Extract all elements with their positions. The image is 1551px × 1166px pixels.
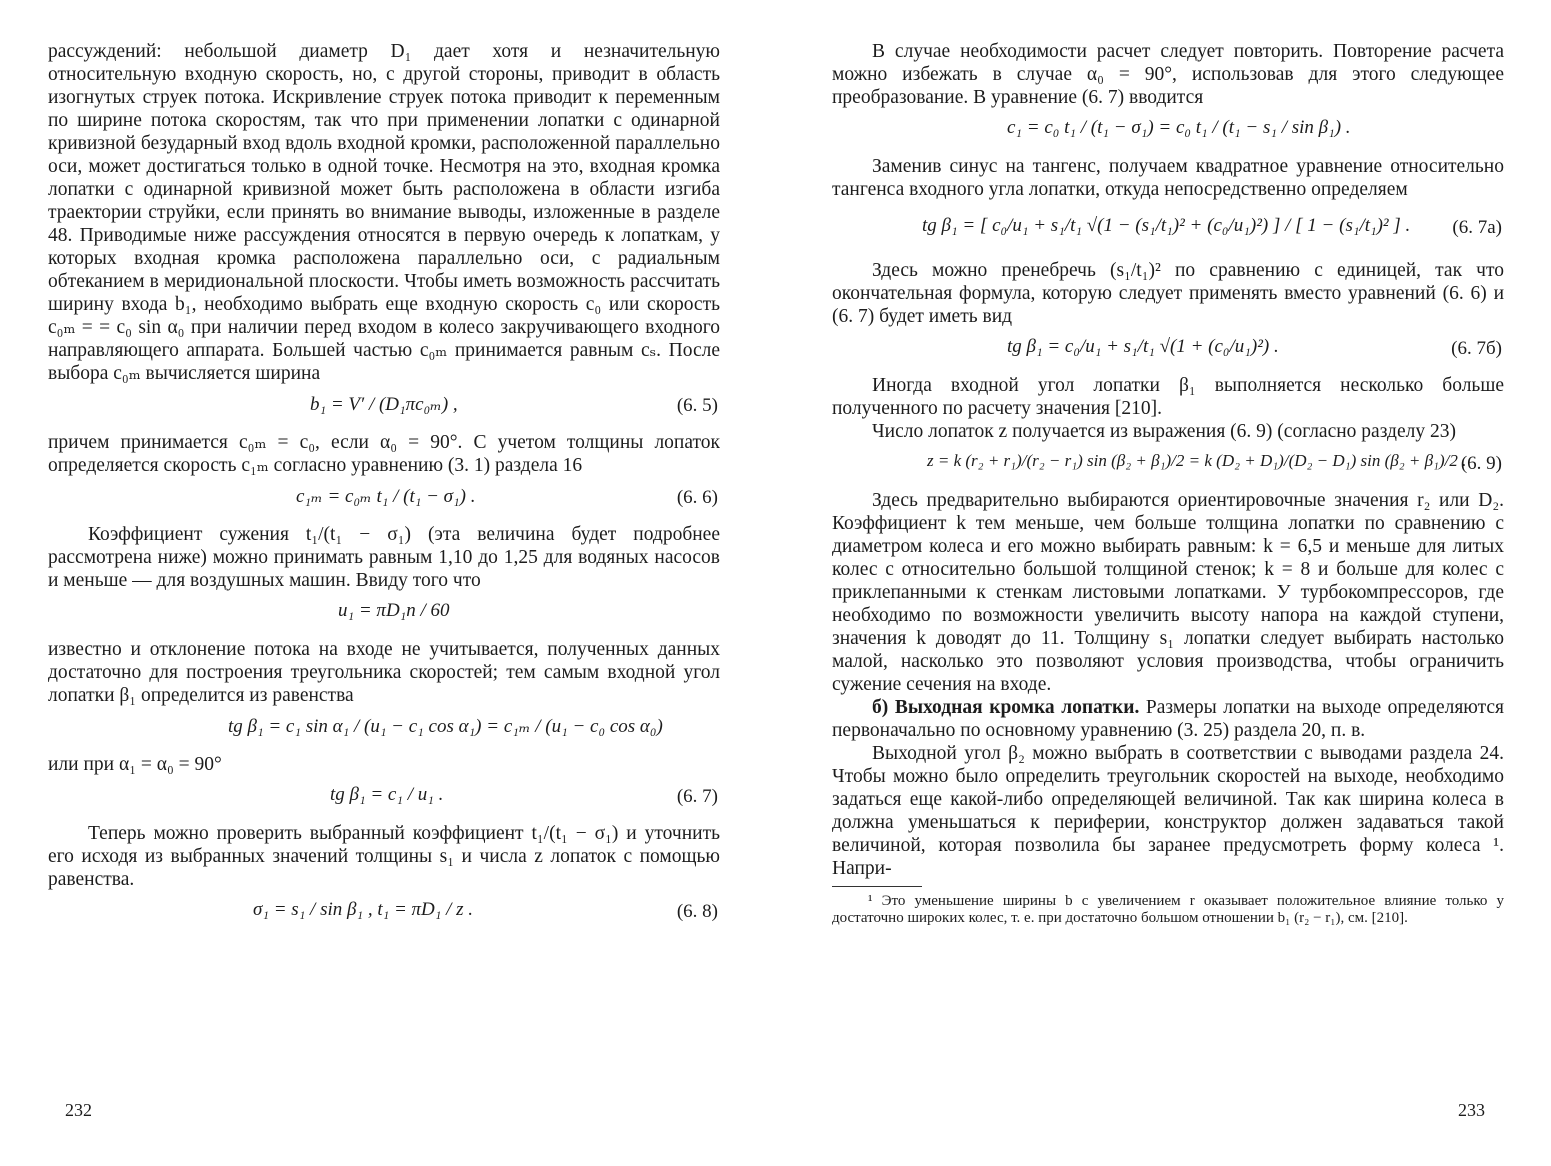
formula: c₁ = c₀ t₁ / (t₁ − σ₁) = c₀ t₁ / (t₁ − s₁ / sin β₁) . — [1007, 117, 1351, 138]
paragraph: рассуждений: небольшой диаметр D₁ дает хотя и незначительную относительную входную скорость, но, с другой стороны, приводит в область изогнутых струек потока. Искривление струек потока приводит к переменным по ширине потока скоростям, так что при применении лопатки с одинарной кривизной безударный вход вдоль входной кромки, расположенной параллельно оси, может достигаться только в одной точке. Несмотря на это, входная кромка лопатки с одинарной кривизной может быть расположена в области изгиба траектории струйки, если принять во внимание выводы, изложенные в разделе 48. Приводимые ниже рассуждения относятся в первую очередь к лопаткам, у которых входная кромка расположена параллельно оси, с радиальным обтеканием в меридиональной плоскости. Чтобы иметь возможность рассчитать ширину входа b₁, необходимо выбрать еще входную скорость c₀ или скорость c₀ₘ = = c₀ sin α₀ при наличии перед входом в колесо закручивающего входного направляющего аппарата. Большей частью c₀ₘ принимается равным cₛ. После выбора c₀ₘ вычисляется ширина — [48, 41, 720, 384]
footnote-rule — [832, 886, 922, 887]
equation-6-6 — [48, 477, 720, 523]
equation-number: (6. 9) — [1460, 453, 1502, 474]
formula: σ₁ = s₁ / sin β₁ , t₁ = πD₁ / z . — [253, 899, 474, 920]
equation-6-7 — [48, 776, 720, 822]
paragraph: Заменив синус на тангенс, получаем квадратное уравнение относительно тангенса входного угла лопатки, откуда непосредственно определяем — [832, 156, 1504, 200]
right-page — [832, 40, 1504, 927]
equation-number: (6. 7б) — [1451, 338, 1502, 359]
subsection-heading: б) Выходная кромка лопатки. — [872, 697, 1140, 718]
equation-number: (6. 6) — [676, 487, 718, 508]
paragraph: или при α₁ = α₀ = 90° — [48, 754, 222, 775]
paragraph: Теперь можно проверить выбранный коэффициент t₁/(t₁ − σ₁) и уточнить его исходя из выбранных значений толщины s₁ и числа z лопаток с помощью равенства. — [48, 823, 720, 890]
formula: tg β₁ = [ c₀/u₁ + s₁/t₁ √(1 − (s₁/t₁)² + (c₀/u₁)²) ] / [ 1 − (s₁/t₁)² ] . — [922, 215, 1411, 236]
left-page — [48, 40, 720, 937]
formula: u₁ = πD₁n / 60 — [338, 600, 450, 621]
equation-number: (6. 5) — [676, 395, 718, 416]
paragraph: В случае необходимости расчет следует повторить. Повторение расчета можно избежать в случае α₀ = 90°, использовав для этого следующее преобразование. В уравнение (6. 7) вводится — [832, 41, 1504, 108]
paragraph — [832, 696, 1504, 742]
equation-number: (6. 7) — [676, 786, 718, 807]
equation-6-8 — [48, 891, 720, 937]
equation-tg-beta — [48, 707, 720, 753]
paragraph: Здесь можно пренебречь (s₁/t₁)² по сравнению с единицей, так что окончательная формула, которую следует применять вместо уравнений (6. 6) и (6. 7) будет иметь вид — [832, 260, 1504, 327]
equation-6-7b — [832, 328, 1504, 374]
equation-6-5 — [48, 385, 720, 431]
formula: tg β₁ = c₀/u₁ + s₁/t₁ √(1 + (c₀/u₁)²) . — [1007, 336, 1279, 357]
paragraph: Выходной угол β₂ можно выбрать в соответствии с выводами раздела 24. Чтобы можно было определить треугольник скоростей на выходе, необходимо задаться еще какой-либо определяющей величиной. Так как ширина колеса в должна уменьшаться к периферии, конструктор должен задаваться такой величиной, которая позволила бы заранее предусмотреть форму колеса ¹. Напри- — [832, 743, 1504, 879]
page-number-left: 232 — [65, 1100, 92, 1120]
paragraph: причем принимается c₀ₘ = c₀, если α₀ = 90°. С учетом толщины лопаток определяется скорость c₁ₘ согласно уравнению (3. 1) раздела 16 — [48, 432, 720, 476]
formula: tg β₁ = c₁ / u₁ . — [330, 784, 444, 805]
paragraph-text: Размеры лопатки на выходе определяются первоначально по основному уравнению (3. 25) раздела 20, п. в. — [832, 697, 1504, 741]
page-number-right: 233 — [1458, 1100, 1485, 1120]
equation-6-7a — [832, 201, 1504, 259]
paragraph: Иногда входной угол лопатки β₁ выполняется несколько больше полученного по расчету значения [210]. — [832, 375, 1504, 419]
paragraph: известно и отклонение потока на входе не учитывается, полученных данных достаточно для построения треугольника скоростей; тем самым входной угол лопатки β₁ определится из равенства — [48, 639, 720, 706]
paragraph: Коэффициент сужения t₁/(t₁ − σ₁) (эта величина будет подробнее рассмотрена ниже) можно принимать равным 1,10 до 1,25 для водяных насосов и меньше — для воздушных машин. Ввиду того что — [48, 524, 720, 591]
formula: tg β₁ = c₁ sin α₁ / (u₁ − c₁ cos α₁) = c₁ₘ / (u₁ − c₀ cos α₀) — [228, 716, 663, 737]
formula: c₁ₘ = c₀ₘ t₁ / (t₁ − σ₁) . — [296, 486, 476, 507]
equation-number: (6. 7а) — [1452, 217, 1502, 238]
formula: z = k (r₂ + r₁)/(r₂ − r₁) sin (β₂ + β₁)/2 = k (D₂ + D₁)/(D₂ − D₁) sin (β₂ + β₁)/2 . — [927, 451, 1467, 470]
equation-number: (6. 8) — [676, 901, 718, 922]
formula: b₁ = V′ / (D₁πc₀ₘ) , — [310, 394, 458, 415]
equation-u1 — [48, 592, 720, 638]
equation-c1 — [832, 109, 1504, 155]
footnote: ¹ Это уменьшение ширины b с увеличением r оказывает положительное влияние только у достаточно широких колес, т. е. при достаточно большом отношении b₁ (r₂ − r₁), см. [210]. — [832, 893, 1504, 926]
paragraph: Здесь предварительно выбираются ориентировочные значения r₂ или D₂. Коэффициент k тем меньше, чем больше толщина лопатки по сравнению с диаметром колеса и его можно выбирать равным: k = 6,5 и меньше для литых колес с относительно большой толщиной стенок; k = 8 и больше для колес с приклепанными к стенкам листовыми лопатками. У турбокомпрессоров, где необходимо по возможности увеличить высоту напора на каждой ступени, значения k доводят до 11. Толщину s₁ лопатки следует выбирать настолько малой, насколько это позволяют условия производства, чтобы ограничить сужение сечения на входе. — [832, 490, 1504, 695]
equation-6-9 — [832, 443, 1504, 489]
paragraph: Число лопаток z получается из выражения (6. 9) (согласно разделу 23) — [872, 421, 1456, 442]
